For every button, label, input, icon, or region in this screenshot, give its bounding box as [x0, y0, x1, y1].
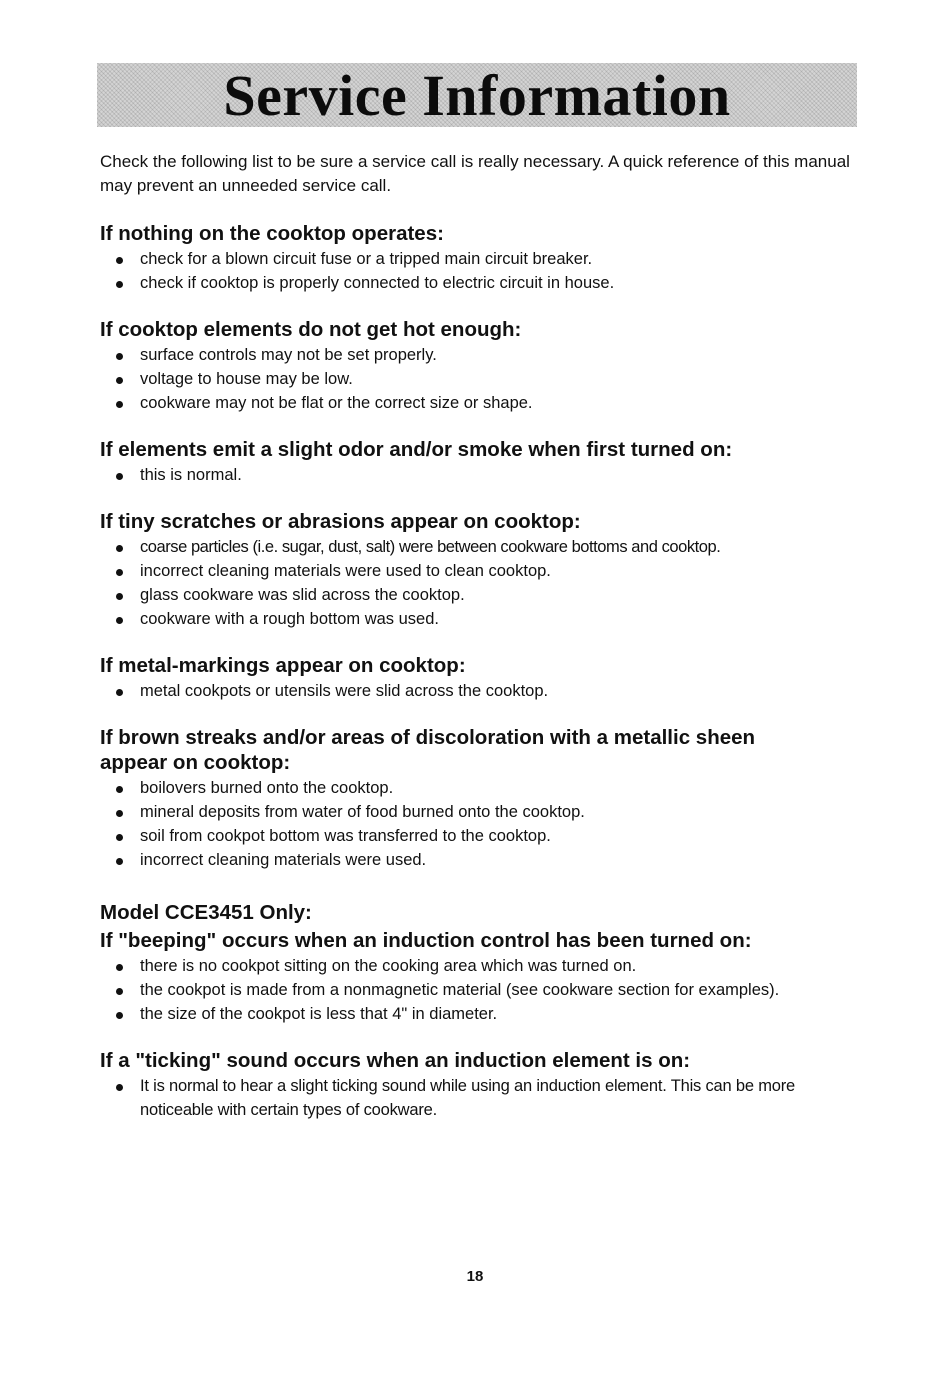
section-heading: If brown streaks and/or areas of discoloration with a metallic sheen appear on cooktop:	[100, 726, 756, 774]
list-item-text: the cookpot is made from a nonmagnetic material (see cookware section for examples).	[140, 981, 780, 999]
list-item	[100, 367, 862, 391]
section-ticking	[100, 1048, 862, 1122]
bullet-icon	[116, 401, 123, 408]
bullet-list	[100, 1074, 862, 1122]
bullet-icon	[116, 689, 123, 696]
list-item	[100, 1074, 862, 1122]
list-item-text: surface controls may not be set properly.	[140, 346, 437, 364]
list-item	[100, 824, 862, 848]
list-item-text: It is normal to hear a slight ticking sound while using an induction element. This can be more noticeable with certain types of cookware.	[140, 1077, 796, 1119]
bullet-icon	[116, 1012, 123, 1019]
list-item-text: mineral deposits from water of food burned onto the cooktop.	[140, 803, 585, 821]
bullet-icon	[116, 473, 123, 480]
section-odor-smoke	[100, 437, 862, 487]
list-item	[100, 776, 862, 800]
list-item	[100, 800, 862, 824]
list-item	[100, 607, 862, 631]
intro-paragraph: Check the following list to be sure a service call is really necessary. A quick reference of this manual may prevent an unneeded service call.	[100, 152, 850, 195]
list-item-text: coarse particles (i.e. sugar, dust, salt) were between cookware bottoms and cooktop.	[140, 538, 721, 556]
section-heading: If metal-markings appear on cooktop:	[100, 654, 466, 677]
section-heading: If a "ticking" sound occurs when an induction element is on:	[100, 1049, 691, 1072]
section-heading: If cooktop elements do not get hot enough:	[100, 318, 522, 341]
section-heading: If nothing on the cooktop operates:	[100, 222, 444, 245]
list-item-text: incorrect cleaning materials were used.	[140, 851, 427, 869]
bullet-icon	[116, 988, 123, 995]
list-item-text: metal cookpots or utensils were slid across the cooktop.	[140, 682, 549, 700]
bullet-icon	[116, 377, 123, 384]
section-nothing-operates	[100, 221, 862, 295]
list-item	[100, 463, 862, 487]
bullet-icon	[116, 545, 123, 552]
list-item	[100, 1002, 862, 1026]
list-item-text: incorrect cleaning materials were used to clean cooktop.	[140, 562, 551, 580]
bullet-icon	[116, 281, 123, 288]
section-heading: If "beeping" occurs when an induction control has been turned on:	[100, 929, 752, 952]
list-item-text: voltage to house may be low.	[140, 370, 353, 388]
list-item	[100, 559, 862, 583]
bullet-icon	[116, 353, 123, 360]
list-item-text: there is no cookpot sitting on the cooking area which was turned on.	[140, 957, 637, 975]
list-item-text: cookware with a rough bottom was used.	[140, 610, 439, 628]
list-item-text: soil from cookpot bottom was transferred to the cooktop.	[140, 827, 551, 845]
section-beeping	[100, 900, 862, 1026]
bullet-list	[100, 776, 862, 872]
service-content	[100, 150, 862, 1144]
section-brown-streaks	[100, 725, 862, 872]
list-item-text: check if cooktop is properly connected to electric circuit in house.	[140, 274, 615, 292]
list-item	[100, 848, 862, 872]
list-item	[100, 978, 862, 1002]
list-item-text: the size of the cookpot is less that 4" in diameter.	[140, 1005, 498, 1023]
bullet-list	[100, 463, 862, 487]
bullet-icon	[116, 786, 123, 793]
list-item	[100, 535, 862, 559]
list-item-text: glass cookware was slid across the cooktop.	[140, 586, 465, 604]
list-item	[100, 954, 862, 978]
bullet-list	[100, 535, 862, 631]
bullet-icon	[116, 834, 123, 841]
bullet-list	[100, 343, 862, 415]
bullet-icon	[116, 569, 123, 576]
bullet-list	[100, 679, 862, 703]
list-item-text: this is normal.	[140, 466, 242, 484]
list-item-text: cookware may not be flat or the correct size or shape.	[140, 394, 533, 412]
list-item	[100, 343, 862, 367]
section-metal-markings	[100, 653, 862, 703]
list-item-text: boilovers burned onto the cooktop.	[140, 779, 394, 797]
page-number: 18	[466, 1268, 484, 1285]
bullet-icon	[116, 810, 123, 817]
bullet-list	[100, 247, 862, 295]
bullet-icon	[116, 257, 123, 264]
list-item	[100, 583, 862, 607]
bullet-icon	[116, 617, 123, 624]
title-banner	[97, 63, 857, 127]
list-item	[100, 271, 862, 295]
list-item	[100, 247, 862, 271]
section-not-hot-enough	[100, 317, 862, 415]
section-heading: If tiny scratches or abrasions appear on cooktop:	[100, 510, 581, 533]
bullet-icon	[116, 964, 123, 971]
bullet-icon	[116, 858, 123, 865]
list-item	[100, 679, 862, 703]
list-item	[100, 391, 862, 415]
model-note-heading: Model CCE3451 Only:	[100, 901, 312, 924]
bullet-icon	[116, 593, 123, 600]
list-item-text: check for a blown circuit fuse or a tripped main circuit breaker.	[140, 250, 593, 268]
bullet-icon	[116, 1084, 123, 1091]
bullet-list	[100, 954, 862, 1026]
section-scratches	[100, 509, 862, 631]
page-title: Service Information	[223, 63, 731, 127]
section-heading: If elements emit a slight odor and/or smoke when first turned on:	[100, 438, 733, 461]
